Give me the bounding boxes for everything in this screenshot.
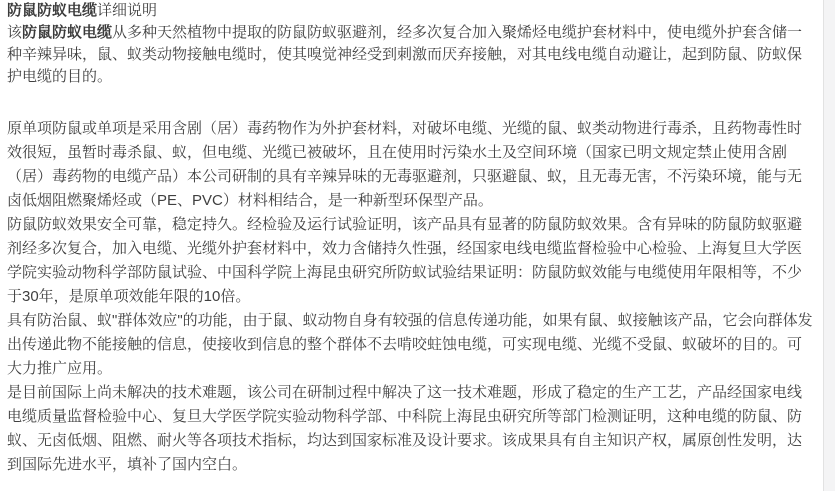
- paragraph-group-effect: 具有防治鼠、蚁"群体效应"的功能，由于鼠、蚁动物自身有较强的信息传递功能，如果有鼠、蚁接触该产品，它会向群体发出传递此物不能接触的信息，使接收到信息的整个群体不去啃咬蛀蚀电缆，可实现电缆、光缆不受鼠、蚁破坏的目的。可大力推广应用。: [7, 312, 813, 377]
- intro-body: 从多种天然植物中提取的防鼠防蚁驱避剂，经多次复合加入聚烯烃电缆护套材料中，使电缆外护套含储一种辛辣异味，鼠、蚁类动物接触电缆时，使其嗅觉神经受到刺激而厌弃接触，对其电线电缆自动避让，起到防鼠、防蚁保护电缆的目的。: [7, 24, 803, 85]
- paragraph-intro: [7, 22, 815, 88]
- right-gutter: [824, 0, 835, 491]
- paragraph-technical-achievement: 是目前国际上尚未解决的技术难题，该公司在研制过程中解决了这一技术难题，形成了稳定的生产工艺，产品经国家电线电缆质量监督检验中心、复旦大学医学院实验动物科学部、中科院上海昆虫研究所等部门检测证明，这种电缆的防鼠、防蚁、无卤低烟、阻燃、耐火等各项技术指标，均达到国家标准及设计要求。该成果具有自主知识产权，属原创性发明，达到国际先进水平，填补了国内空白。: [7, 384, 803, 473]
- paragraph-group: [7, 117, 815, 477]
- paragraph-effect-reliability: 防鼠防蚁效果安全可靠，稳定持久。经检验及运行试验证明，该产品具有显著的防鼠防蚁效果。含有异味的防鼠防蚁驱避剂经多次复合，加入电缆、光缆外护套材料中，效力含储持久性强，经国家电线电缆监督检验中心检验、上海复旦大学医学院实验动物科学部防鼠试验、中国科学院上海昆虫研究所防蚁试验结果证明：防鼠防蚁效能与电缆使用年限相等，不少于30年，是原单项效能年限的10倍。: [7, 216, 803, 305]
- intro-prefix: 该: [7, 24, 23, 41]
- section-title-product-name: 防鼠防蚁电缆: [7, 2, 98, 19]
- section-title-suffix: 详细说明: [97, 2, 158, 19]
- section-title: [7, 0, 815, 22]
- intro-product-name: 防鼠防蚁电缆: [22, 24, 113, 41]
- paragraph-toxic-comparison: 原单项防鼠或单项是采用含剧（居）毒药物作为外护套材料，对破坏电缆、光缆的鼠、蚁类动物进行毒杀，且药物毒性时效很短，虽暂时毒杀鼠、蚁，但电缆、光缆已被破坏，且在使用时污染水土及空间环境（国家已明文规定禁止使用含剧（居）毒药物的电缆产品）本公司研制的具有辛辣异味的无毒驱避剂，只驱避鼠、蚁，且无毒无害，不污染环境，能与无卤低烟阻燃聚烯烃或（PE、PVC）材料相结合，是一种新型环保型产品。: [7, 120, 803, 209]
